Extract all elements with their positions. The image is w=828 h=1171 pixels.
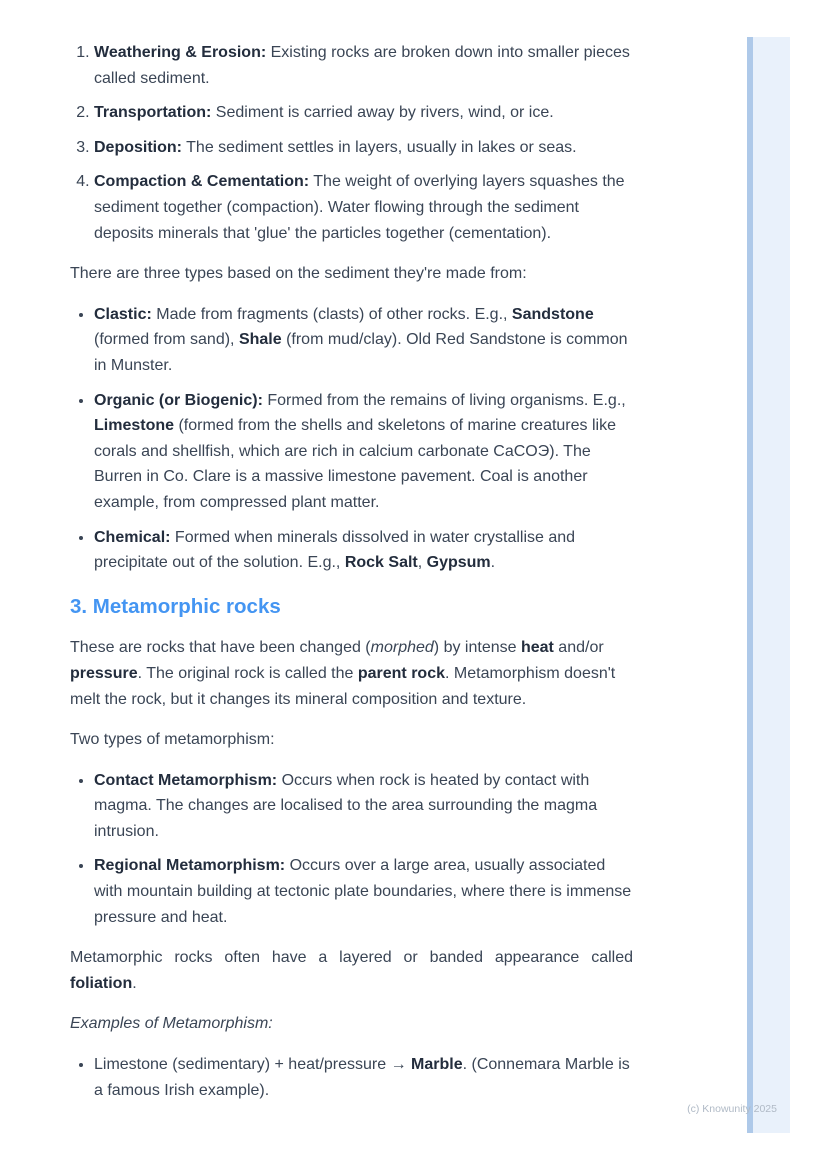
text: Existing rocks are broken down into smaller pieces called sediment. bbox=[94, 44, 630, 87]
text: Formed when minerals dissolved in water crystallise and precipitate out of the solution. E.g., bbox=[94, 528, 576, 572]
numbered-list bbox=[70, 40, 633, 246]
bold-text: Marble bbox=[411, 1056, 463, 1074]
bold-text: Gypsum bbox=[426, 554, 491, 572]
bold-text: Rock Salt bbox=[344, 554, 418, 572]
text: Two types of metamorphism: bbox=[70, 731, 275, 749]
text: The weight of overlying layers squashes the sediment together (compaction). Water flowing through the sediment deposits minerals that 'glue' the particles together (cementation). bbox=[94, 173, 625, 242]
bold-text: Clastic: bbox=[94, 305, 152, 323]
list-item bbox=[94, 1052, 633, 1103]
scrollbar-thumb[interactable] bbox=[747, 37, 753, 1133]
text: (formed from sand), bbox=[94, 331, 239, 349]
bold-text: Sandstone bbox=[511, 305, 594, 323]
text: (formed from the shells and skeletons of marine creatures like corals and shellfish, which are rich in calcium carbonate CaCOЭ). The Burren in Co. Clare is a massive limestone pavement. Coal is another example, from compressed plant matter. bbox=[94, 417, 616, 511]
text: . Metamorphism doesn't melt the rock, but it changes its mineral composition and texture. bbox=[70, 664, 616, 708]
text: . (Connemara Marble is a famous Irish example). bbox=[94, 1056, 630, 1099]
scrollbar-track[interactable] bbox=[747, 37, 790, 1133]
list-item bbox=[94, 853, 633, 930]
document-content bbox=[70, 0, 633, 1118]
bullet-list bbox=[70, 768, 633, 931]
text: . The original rock is called the bbox=[137, 664, 358, 682]
text: ) by intense bbox=[433, 639, 521, 657]
paragraph bbox=[70, 945, 633, 996]
italic-text: morphed bbox=[370, 639, 434, 657]
text: and/or bbox=[553, 639, 604, 657]
section-heading: 3. Metamorphic rocks bbox=[70, 594, 281, 618]
list-item bbox=[94, 135, 633, 161]
list-item bbox=[94, 40, 633, 91]
paragraph bbox=[70, 727, 633, 753]
text: , bbox=[417, 554, 427, 572]
text: Metamorphic rocks often have a layered or banded appearance called bbox=[70, 949, 633, 967]
bold-text: Chemical: bbox=[94, 528, 171, 546]
text: . bbox=[490, 554, 496, 572]
text: These are rocks that have been changed ( bbox=[70, 639, 371, 657]
bold-text: Shale bbox=[238, 331, 282, 349]
copyright-watermark: (c) Knowunity 2025 bbox=[687, 1103, 777, 1115]
list-item bbox=[94, 768, 633, 845]
list-item bbox=[94, 388, 633, 516]
bold-text: Deposition: bbox=[94, 138, 182, 156]
bold-text: Transportation: bbox=[94, 104, 212, 122]
list-item bbox=[94, 169, 633, 246]
text: Sediment is carried away by rivers, wind, or ice. bbox=[211, 104, 554, 122]
paragraph bbox=[70, 635, 633, 712]
bold-text: Contact Metamorphism: bbox=[94, 771, 278, 789]
text: . bbox=[132, 974, 137, 992]
text: Formed from the remains of living organisms. E.g., bbox=[262, 391, 626, 409]
bullet-list bbox=[70, 1052, 633, 1103]
text: The sediment settles in layers, usually in lakes or seas. bbox=[182, 138, 577, 156]
bold-text: Regional Metamorphism: bbox=[94, 857, 286, 875]
bold-text: Limestone bbox=[94, 417, 175, 435]
bold-text: Compaction & Cementation: bbox=[94, 173, 310, 191]
bold-text: Organic (or Biogenic): bbox=[94, 391, 263, 409]
text: Made from fragments (clasts) of other rocks. E.g., bbox=[151, 305, 512, 323]
paragraph bbox=[70, 261, 633, 287]
bold-text: parent rock bbox=[357, 664, 445, 682]
text: Examples of Metamorphism: bbox=[70, 1015, 273, 1033]
list-item bbox=[94, 525, 633, 576]
list-item bbox=[94, 302, 633, 379]
list-item bbox=[94, 100, 633, 126]
text: There are three types based on the sediment they're made from: bbox=[70, 265, 527, 283]
bold-text: pressure bbox=[70, 664, 138, 682]
text: Limestone (sedimentary) + heat/pressure → bbox=[94, 1056, 412, 1074]
text: Occurs over a large area, usually associated with mountain building at tectonic plate boundaries, where there is immense pressure and heat. bbox=[94, 857, 632, 926]
bold-text: heat bbox=[520, 639, 554, 657]
bold-text: foliation bbox=[70, 974, 133, 992]
paragraph bbox=[70, 1011, 633, 1037]
text: Occurs when rock is heated by contact with magma. The changes are localised to the area surrounding the magma intrusion. bbox=[94, 771, 598, 840]
bullet-list bbox=[70, 302, 633, 576]
bold-text: Weathering & Erosion: bbox=[94, 44, 267, 61]
text: (from mud/clay). Old Red Sandstone is common in Munster. bbox=[94, 331, 628, 374]
